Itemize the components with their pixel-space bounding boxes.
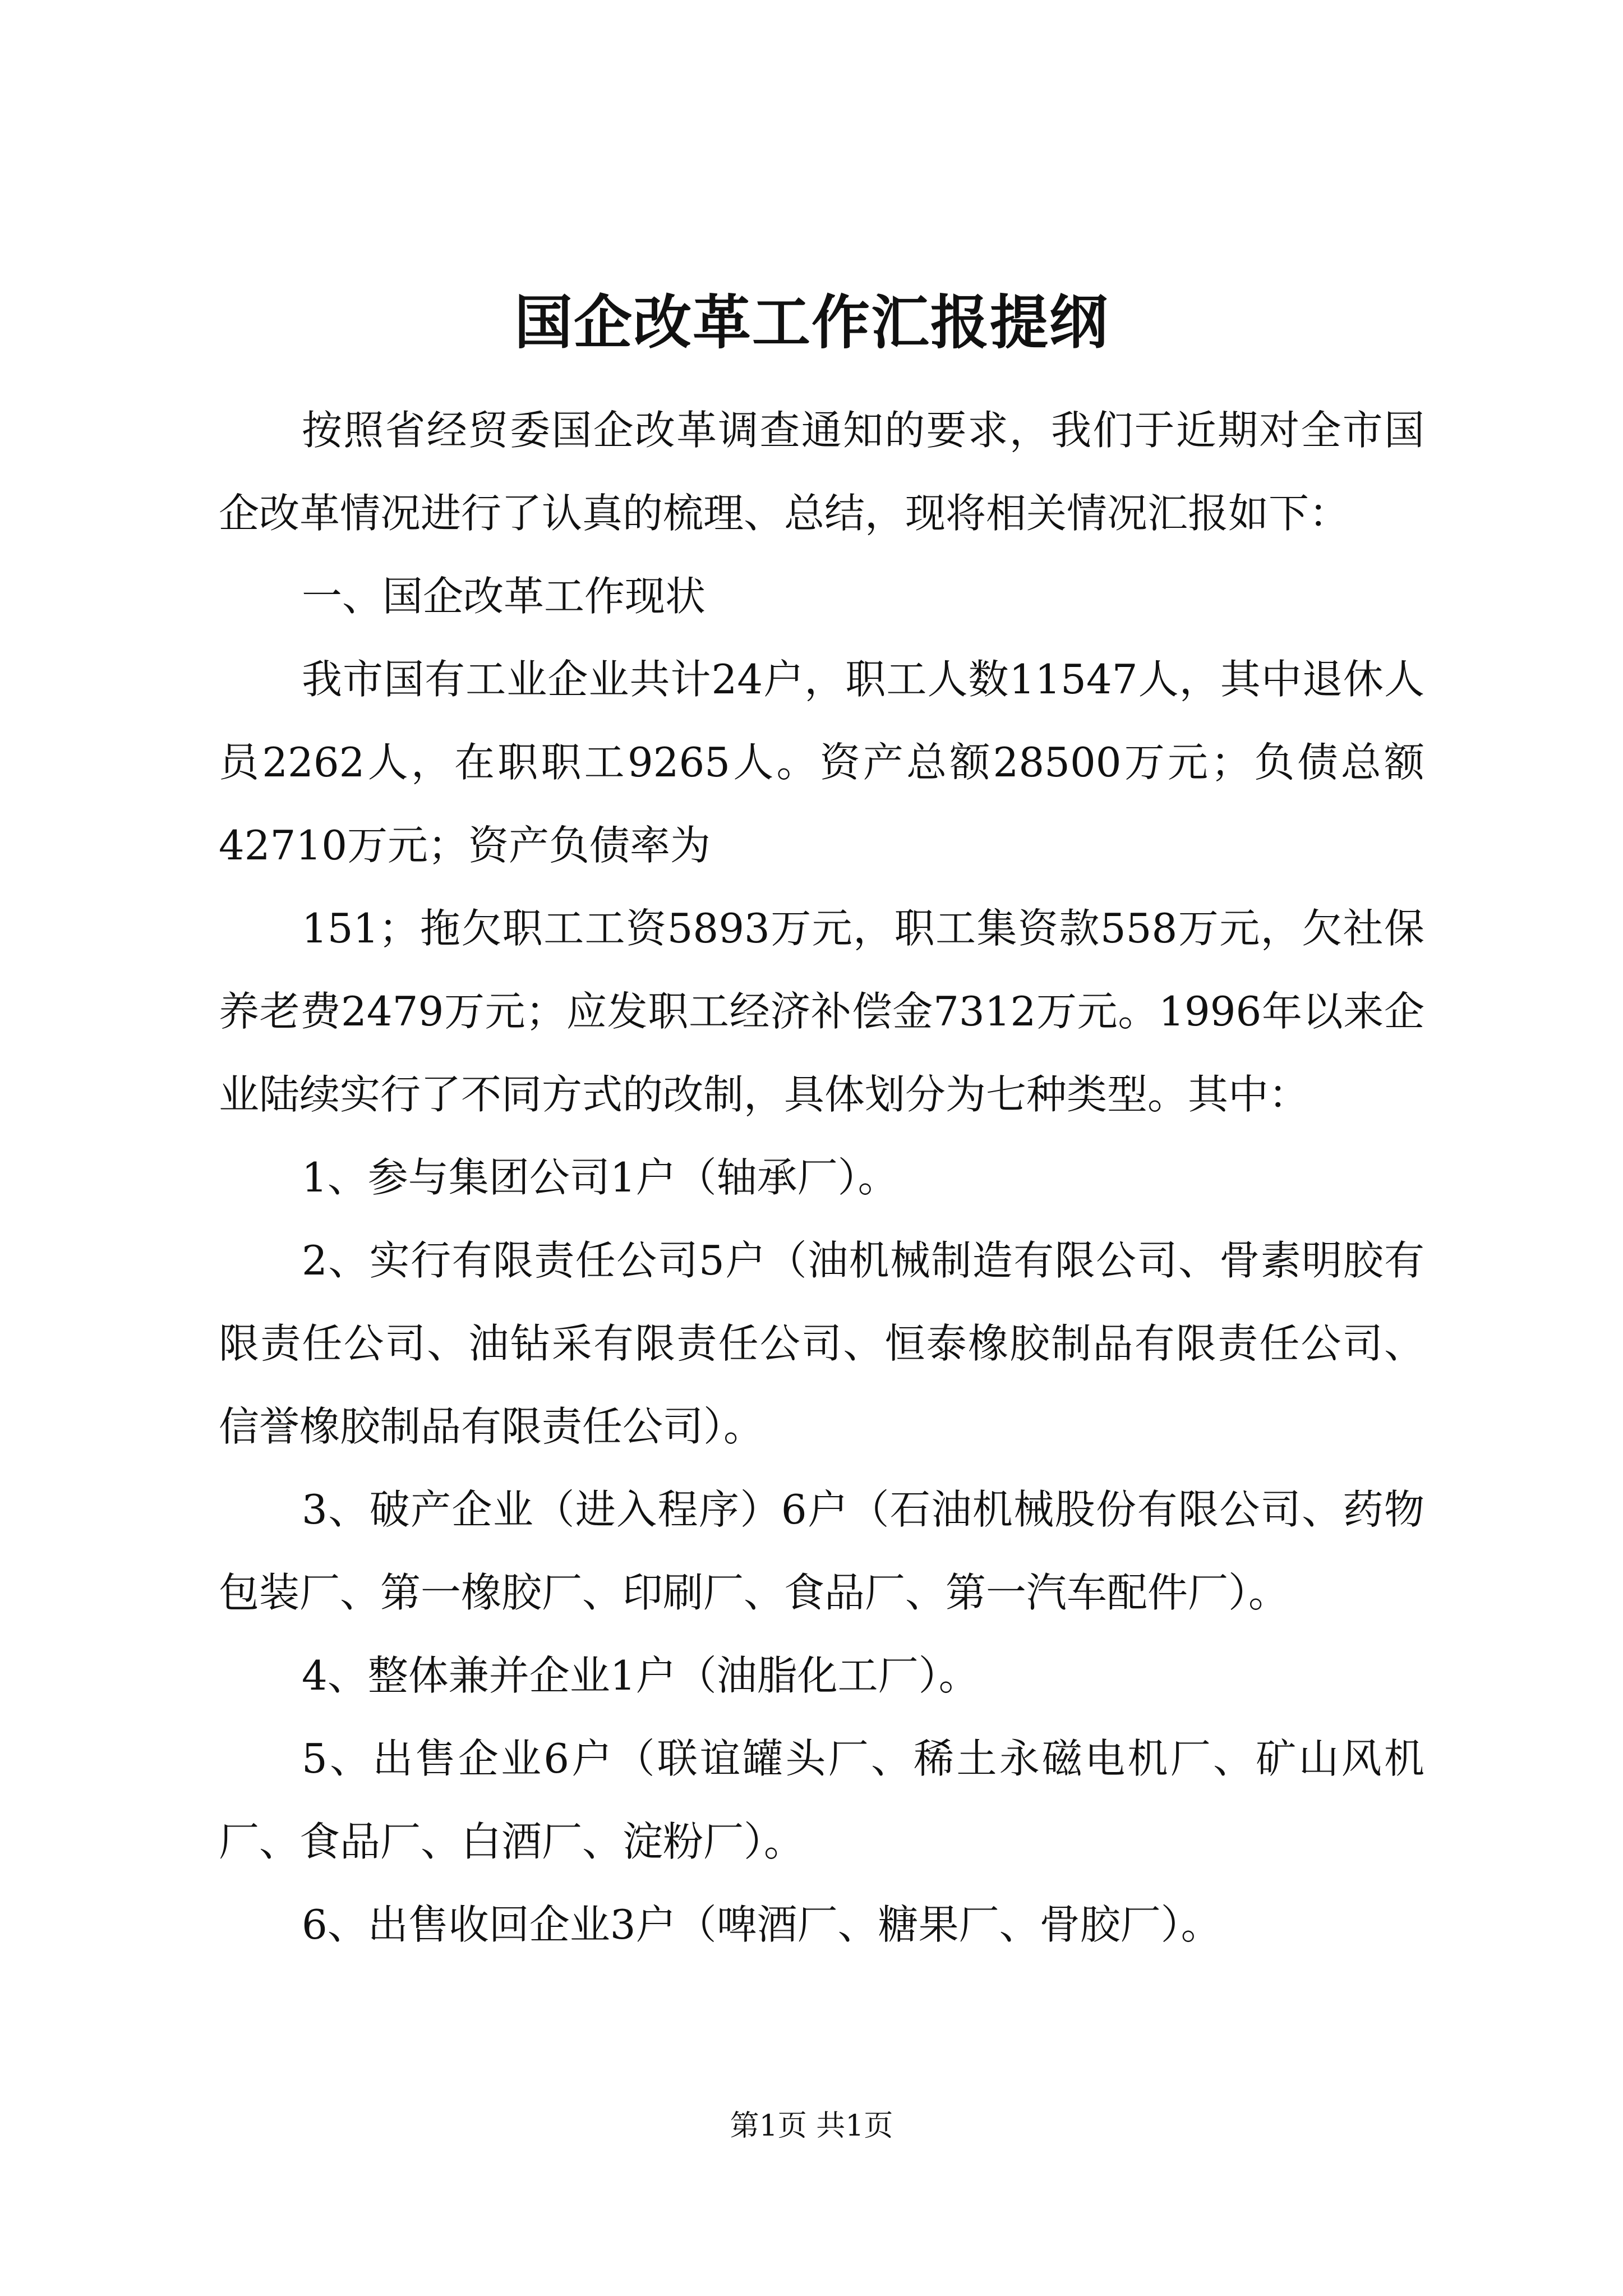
list-item-4: 4、整体兼并企业1户（油脂化工厂）。 [302,1652,979,1699]
document-body [219,389,1424,1966]
document-title: 国企改革工作汇报提纲 [514,288,1109,357]
intro-paragraph: 按照省经贸委国企改革调查通知的要求，我们于近期对全市国企改革情况进行了认真的梳理、总结，现将相关情况汇报如下： [219,407,1424,537]
list-item-1: 1、参与集团公司1户（轴承厂）。 [302,1154,898,1201]
status-paragraph: 我市国有工业企业共计24户，职工人数11547人，其中退休人员2262人，在职职工9265人。资产总额28500万元；负债总额42710万元；资产负债率为 [219,656,1424,869]
page-footer: 第1页 共1页 [730,2109,893,2143]
status-continuation-paragraph: 151；拖欠职工工资5893万元，职工集资款558万元，欠社保养老费2479万元；应发职工经济补偿金7312万元。1996年以来企业陆续实行了不同方式的改制，具体划分为七种类型。其中： [219,905,1424,1118]
list-item-5: 5、出售企业6户（联谊罐头厂、稀土永磁电机厂、矿山风机厂、食品厂、白酒厂、淀粉厂）。 [219,1735,1424,1865]
section-heading: 一、国企改革工作现状 [302,573,706,620]
list-item-6: 6、出售收回企业3户（啤酒厂、糖果厂、骨胶厂）。 [302,1901,1221,1948]
list-item-3: 3、破产企业（进入程序）6户（石油机械股份有限公司、药物包装厂、第一橡胶厂、印刷厂、食品厂、第一汽车配件厂）。 [219,1486,1424,1616]
list-item-2: 2、实行有限责任公司5户（油机械制造有限公司、骨素明胶有限责任公司、油钻采有限责任公司、恒泰橡胶制品有限责任公司、信誉橡胶制品有限责任公司）。 [219,1237,1424,1450]
